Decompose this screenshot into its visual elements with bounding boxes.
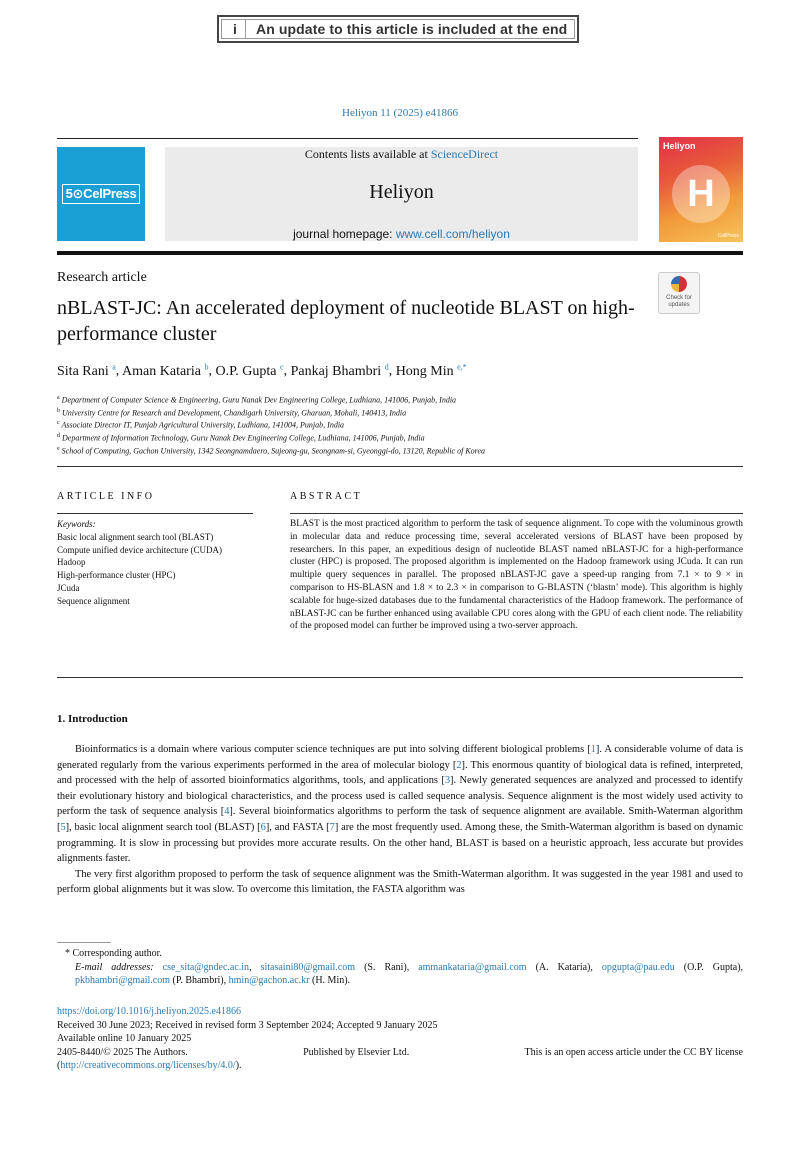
license-link-line: (http://creativecommons.org/licenses/by/4.0/). <box>57 1060 242 1071</box>
keyword: Compute unified device architecture (CUDA) <box>57 544 222 555</box>
author-list: Sita Rani $^a$, Aman Kataria $^b$, O.P. Gupta $^c$, Pankaj Bhambri $^d$, Hong Min $^{e,*}$ <box>57 362 467 379</box>
email-link[interactable]: ammankataria@gmail.com <box>418 961 527 973</box>
citation-link[interactable]: 2 <box>456 759 462 771</box>
contents-line <box>165 147 638 162</box>
affiliation: $^c$ Associate Director IT, Punjab Agricultural University, Ludhiana, 141004, Punjab, India <box>57 420 345 430</box>
license-line: 2405-8440/© 2025 The Authors. Published by Elsevier Ltd. This is an open access article under the CC BY license <box>57 1046 743 1058</box>
abstract-bottom-divider <box>57 677 743 678</box>
email-owner: (S. Rani), <box>355 961 410 973</box>
citation-link[interactable]: 6 <box>260 821 266 833</box>
email-label: E-mail addresses: <box>75 961 154 973</box>
article-info-heading: ARTICLE INFO <box>57 491 155 502</box>
sciencedirect-link[interactable]: ScienceDirect <box>430 147 499 161</box>
update-banner[interactable] <box>217 15 579 43</box>
crossmark-icon <box>671 276 687 292</box>
email-link[interactable]: pkbhambri@gmail.com <box>75 975 171 986</box>
cellpress-logo[interactable] <box>57 147 145 241</box>
contents-prefix: Contents lists available at <box>304 147 431 161</box>
available-online: Available online 10 January 2025 <box>57 1033 192 1044</box>
journal-homepage-link[interactable]: www.cell.com/heliyon <box>395 227 510 241</box>
info-icon: i <box>225 19 246 39</box>
affiliation: $^b$ University Centre for Research and Development, Chandigarh University, Gharuan, Mohali, 140413, India <box>57 407 407 418</box>
journal-citation[interactable]: Heliyon 11 (2025) e41866 <box>342 107 458 119</box>
footnote-divider <box>57 942 111 943</box>
citation-link[interactable]: 7 <box>329 821 335 833</box>
keyword: High-performance cluster (HPC) <box>57 570 176 581</box>
abstract-text: BLAST is the most practiced algorithm to perform the task of sequence alignment. To cope with the voluminous growth in molecular data and reduce processing time, several accelerated versions of BLAST have been proposed by researchers. In this paper, an expeditious design of nucleotide BLAST named nBLAST-JC for a high-performance cluster (HPC) is proposed. The proposed algorithm is implemented on the Hadoop framework using JCuda. It can run multiple query sequences in parallel. The proposed nBLAST-JC gave a speed-up ranging from 7.1 × to 9 × in comparison to HS-BLASN and 1.8 × to 2.3 × in comparison to G-BLASTN (‘blastn’ mode). This algorithm is highly scalable for huge-sized databases due to the fundamental characteristics of the Hadoop framework. The performance of nBLAST-JC can be further enhanced using available CPU cores along with the GPU of each client node. The reliability of the proposed model can further be improved using a two-server approach. <box>290 519 743 632</box>
article-info-divider <box>57 513 253 514</box>
email-link[interactable]: sitasaini80@gmail.com <box>260 961 356 973</box>
email-link[interactable]: hmin@gachon.ac.kr <box>228 975 310 986</box>
email-owner: (O.P. Gupta), <box>674 961 744 973</box>
author[interactable]: Aman Kataria $^b$ <box>122 362 209 379</box>
paragraph-text: ], basic local alignment search tool (BLAST) [ <box>65 821 261 833</box>
paragraph <box>57 742 743 867</box>
keyword: JCuda <box>57 582 80 593</box>
paragraph-text: Bioinformatics is a domain where various computer science techniques are put into solving different biological problems [ <box>75 744 591 755</box>
keyword: Basic local alignment search tool (BLAST) <box>57 531 214 542</box>
journal-header <box>165 147 638 241</box>
header-thick-rule <box>57 251 743 255</box>
email-link[interactable]: opgupta@pau.edu <box>601 961 675 973</box>
cover-title: Heliyon <box>663 141 696 151</box>
article-type: Research article <box>57 270 147 285</box>
email-owner: (P. Bhambri), <box>170 975 227 986</box>
cc-license-link[interactable]: http://creativecommons.org/licenses/by/4.0/ <box>60 1060 236 1071</box>
citation-link[interactable]: 4 <box>224 806 230 818</box>
email-owner: (A. Kataria), <box>526 961 593 973</box>
header-divider <box>57 138 638 139</box>
homepage-line <box>165 227 638 241</box>
paragraph-text: ]. Newly generated sequences are analyzed and processed to identify their evolutionary history and biological characteristics, and the process used is called sequence analysis. Sequence alignment is the most widely used activity to perform the task of sequence analysis [ <box>57 775 743 818</box>
affiliation: $^a$ Department of Computer Science & Engineering, Guru Nanak Dev Engineering College, Ludhiana, 141006, Punjab, India <box>57 395 457 405</box>
footnotes <box>57 947 743 988</box>
section-heading-introduction: 1. Introduction <box>57 713 128 725</box>
author[interactable]: Sita Rani $^a$ <box>57 362 116 379</box>
keywords <box>57 518 222 608</box>
keywords-label: Keywords: <box>57 519 96 529</box>
paragraph-text: ]. Several bioinformatics algorithms to perform the task of sequence alignment are available. Smith-Waterman algorithm [ <box>57 806 744 833</box>
doi-link[interactable]: https://doi.org/10.1016/j.heliyon.2025.e41866 <box>57 1006 241 1017</box>
abstract-heading: ABSTRACT <box>290 491 363 502</box>
cover-publisher: CellPress <box>717 233 739 239</box>
email-link[interactable]: cse_sita@gndec.ac.in <box>162 961 250 973</box>
paragraph-text: ], and FASTA [ <box>265 821 330 833</box>
received-dates: Received 30 June 2023; Received in revised form 3 September 2024; Accepted 9 January 2025 <box>57 1019 438 1031</box>
article-footer <box>57 1005 743 1073</box>
affiliation-divider <box>57 466 743 467</box>
citation-link[interactable]: 5 <box>60 821 66 833</box>
check-for-updates-badge[interactable] <box>658 272 700 314</box>
citation-link[interactable]: 1 <box>590 744 596 755</box>
citation-link[interactable]: 3 <box>444 775 451 787</box>
cover-letter: H <box>687 172 715 215</box>
affiliation: $^e$ School of Computing, Gachon University, 1342 Seongnamdaero, Sujeong-gu, Seongnam-si, Gyeonggi-do, 13120, Republic of Korea <box>57 445 486 456</box>
homepage-prefix: journal homepage: <box>293 227 396 241</box>
journal-cover-image[interactable] <box>659 137 743 242</box>
paragraph-text: ]. This enormous quantity of biological data is refined, interpreted, and processed with the help of assorted bioinformatics algorithms, tools, and applications [ <box>57 759 743 787</box>
author[interactable]: Hong Min $^{e,*}$ <box>395 362 467 379</box>
article-title: nBLAST-JC: An accelerated deployment of nucleotide BLAST on high-performance cluster <box>57 297 635 345</box>
affiliations <box>57 393 485 456</box>
email-owner: , <box>249 961 252 973</box>
keyword: Hadoop <box>57 557 86 568</box>
email-owner: (H. Min). <box>309 975 351 986</box>
paragraph-text: ] are the most frequently used. Among these, the Smith-Waterman algorithm is based on dynamic programming. It is slow in processing but provides more accurate results. On the other hand, BLAST is based on a heuristic approach, less accurate but provides alignments faster. <box>57 821 743 865</box>
abstract-divider <box>290 513 743 514</box>
journal-name: Heliyon <box>369 181 434 203</box>
email-addresses <box>57 961 743 988</box>
update-banner-text[interactable]: An update to this article is included at the end <box>256 21 568 37</box>
paragraph-text: ]. A considerable volume of data is generated regularly from the various experiments performed in the area of molecular biology [ <box>57 744 743 771</box>
affiliation: $^d$ Department of Information Technology, Guru Nanak Dev Engineering College, Ludhiana, 141006, Punjab, India <box>57 432 425 443</box>
author[interactable]: Pankaj Bhambri $^d$ <box>290 362 389 379</box>
author[interactable]: O.P. Gupta $^c$ <box>215 362 284 379</box>
introduction-body <box>57 742 743 898</box>
cellpress-logo-text: 5⊙CelPress <box>62 184 141 204</box>
corresponding-author-note: * Corresponding author. <box>65 948 162 959</box>
crossmark-label: Check for updates <box>666 295 692 308</box>
keyword: Sequence alignment <box>57 595 130 606</box>
paragraph: The very first algorithm proposed to perform the task of sequence alignment was the Smith-Waterman algorithm. It was suggested in the year 1981 and used to perform global alignments but it was slow. To overcome this limitation, the FASTA algorithm was <box>57 868 743 896</box>
